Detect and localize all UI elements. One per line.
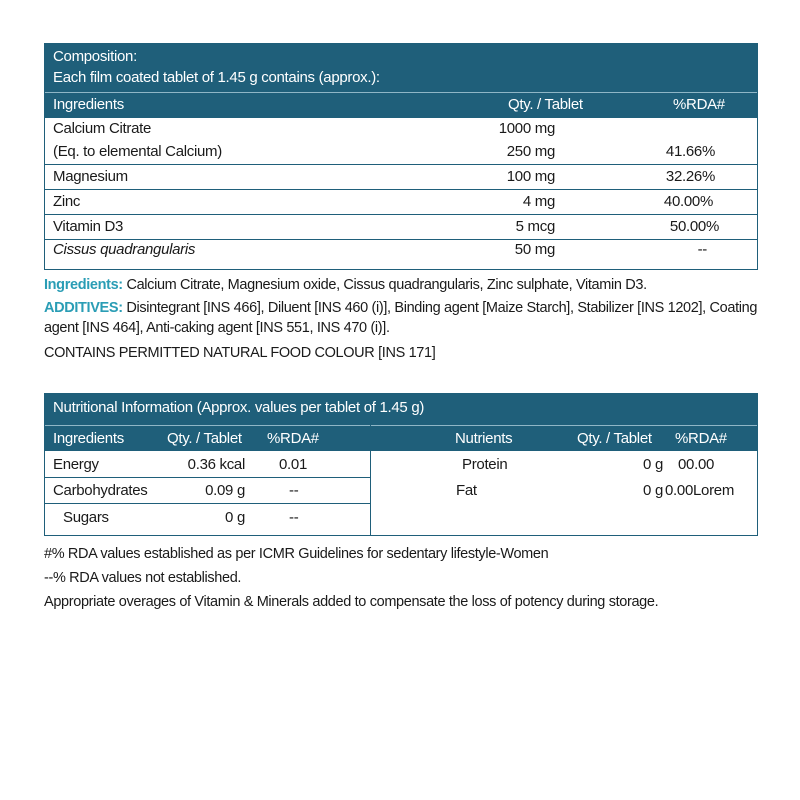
nutrient-name: Protein (462, 456, 508, 473)
ingredient-rda: 41.66% (665, 143, 715, 160)
nutrition-rda: -- (289, 482, 299, 499)
nutrition-name: Carbohydrates (53, 482, 148, 499)
ingredient-name: (Eq. to elemental Calcium) (53, 143, 222, 160)
table-row (45, 239, 757, 264)
ingredient-qty: 50 mg (514, 241, 555, 258)
ingredient-rda: 32.26% (665, 168, 715, 185)
nutrition-title: Nutritional Information (Approx. values per tablet of 1.45 g) (45, 394, 757, 425)
ingredient-qty: 1000 mg (498, 120, 555, 137)
nutrition-qty: 0.36 kcal (187, 456, 245, 473)
nutrient-qty: 0 g (643, 456, 663, 473)
ingredients-statement (44, 275, 764, 295)
ingredient-rda: 50.00% (669, 218, 719, 235)
col-header-nutrients: Nutrients (455, 430, 513, 447)
nutrition-qty: 0.09 g (205, 482, 245, 499)
ingredients-list: Calcium Citrate, Magnesium oxide, Cissus quadrangularis, Zinc sulphate, Vitamin D3. (122, 277, 647, 293)
footnote-not-established: --% RDA values not established. (44, 570, 242, 586)
ingredient-name: Zinc (53, 193, 81, 210)
footnote-overages: Appropriate overages of Vitamin & Minerals added to compensate the loss of potency during storage. (44, 594, 659, 610)
nutrition-qty: 0 g (225, 509, 245, 526)
nutrition-name: Energy (53, 456, 99, 473)
nutrition-table (44, 393, 758, 536)
nutrient-qty: 0 g (643, 482, 663, 499)
ingredient-name: Vitamin D3 (53, 218, 124, 235)
ingredient-name: Magnesium (53, 168, 128, 185)
composition-subtitle: Each film coated tablet of 1.45 g contains (approx.): (53, 69, 380, 86)
additives-list: Disintegrant [INS 466], Diluent [INS 460 (i)], Binding agent [Maize Starch], Stabilizer [INS 1202], Coating agent [INS 464], Anti-caking agent [INS 551, INS 470 (i)]. (44, 300, 758, 336)
table-row (45, 164, 757, 189)
ingredients-label: Ingredients: (44, 277, 123, 293)
ingredient-qty: 100 mg (506, 168, 555, 185)
row-divider (45, 503, 370, 504)
nutrient-name: Fat (456, 482, 477, 499)
col-header-qty: Qty. / Tablet (508, 96, 583, 113)
col-header-qty: Qty. / Tablet (167, 430, 242, 447)
colour-statement: CONTAINS PERMITTED NATURAL FOOD COLOUR [INS 171] (44, 345, 436, 361)
nutrition-rda: -- (289, 509, 299, 526)
nutrient-rda: 0.00Lorem (665, 482, 735, 499)
table-row (45, 117, 757, 164)
footnote-rda: #% RDA values established as per ICMR Guidelines for sedentary lifestyle-Women (44, 546, 549, 562)
ingredient-name: Cissus quadrangularis (53, 241, 196, 258)
additives-label: ADDITIVES: (44, 300, 123, 316)
col-header-ingredients: Ingredients (53, 430, 124, 447)
table-row (45, 214, 757, 239)
ingredient-qty: 5 mcg (515, 218, 555, 235)
col-header-rda: %RDA# (267, 430, 319, 447)
ingredient-rda: 40.00% (663, 193, 713, 210)
composition-table (44, 43, 758, 270)
nutrition-column-headers (45, 425, 757, 451)
col-header-qty-right: Qty. / Tablet (577, 430, 652, 447)
col-header-rda: %RDA# (673, 96, 725, 113)
nutrition-rda: 0.01 (279, 456, 307, 473)
additives-statement (44, 298, 764, 338)
nutrient-rda: 00.00 (678, 456, 715, 473)
composition-title: Composition: (53, 48, 137, 65)
ingredient-name: Calcium Citrate (53, 120, 152, 137)
row-divider (45, 477, 370, 478)
nutrition-body (45, 451, 757, 535)
col-header-rda-right: %RDA# (675, 430, 727, 447)
composition-column-headers (45, 92, 757, 117)
composition-header (45, 44, 757, 92)
col-header-ingredients: Ingredients (53, 96, 124, 113)
ingredient-rda: -- (697, 241, 707, 258)
ingredient-qty: 4 mg (522, 193, 555, 210)
nutrition-name: Sugars (63, 509, 109, 526)
ingredient-qty: 250 mg (506, 143, 555, 160)
table-row (45, 189, 757, 214)
